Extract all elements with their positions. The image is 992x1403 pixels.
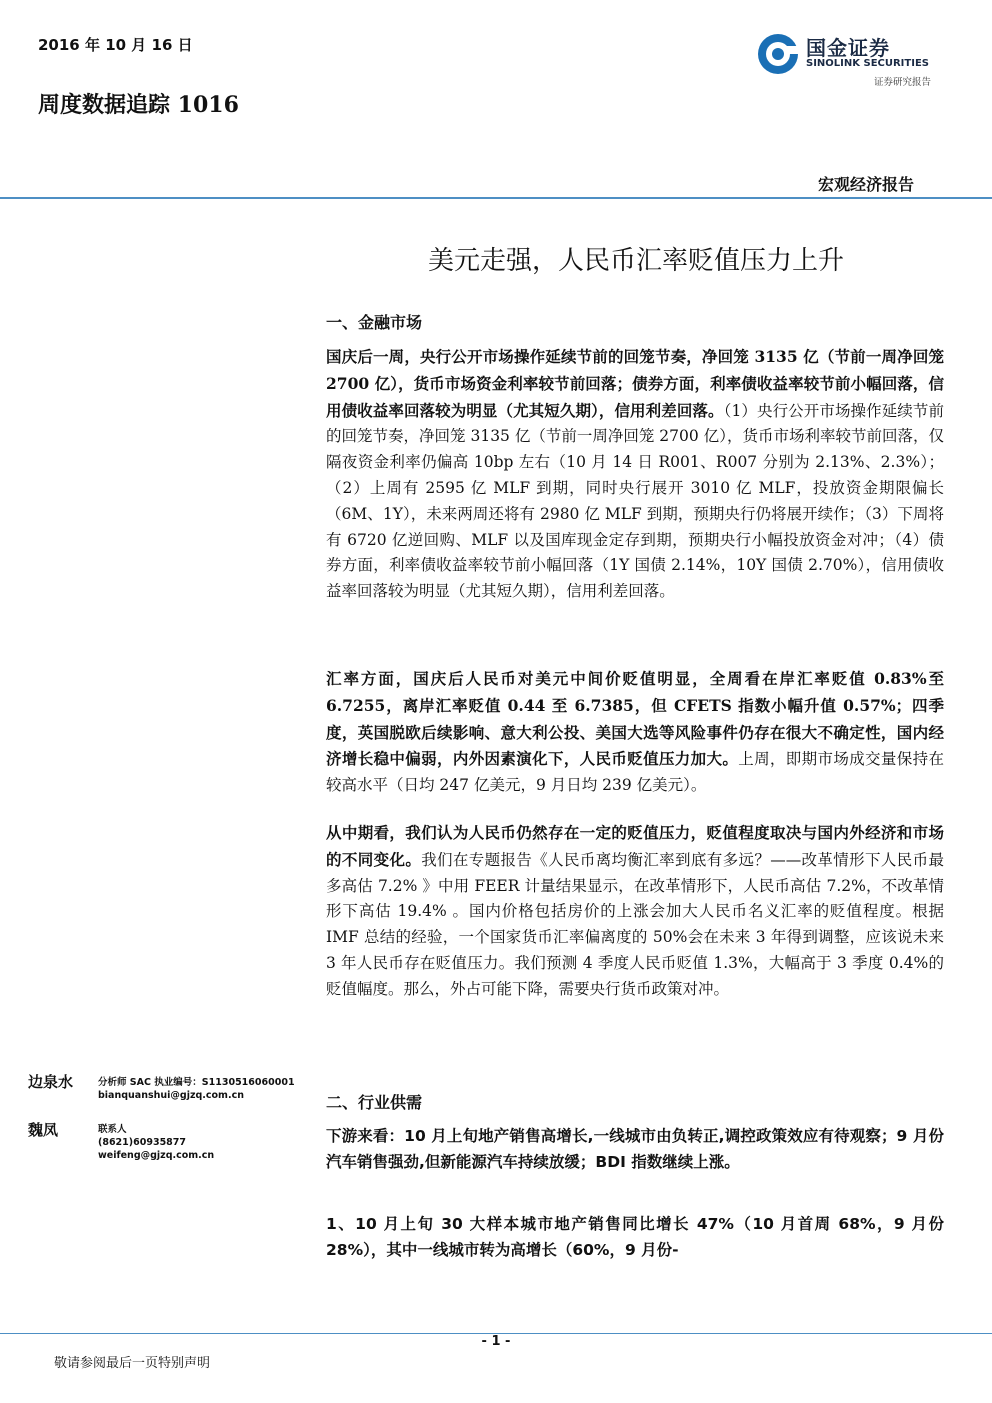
main-title: 美元走强，人民币汇率贬值压力上升	[427, 246, 844, 276]
contact-email: weifeng@gjzq.com.cn	[98, 1150, 215, 1161]
logo-name-en: SINOLINK SECURITIES	[806, 58, 929, 69]
contact-role: 联系人	[98, 1124, 127, 1135]
footer-disclaimer: 敬请参阅最后一页特别声明	[54, 1356, 211, 1371]
company-logo	[756, 30, 946, 92]
paragraph-body: 我们在专题报告《人民币离均衡汇率到底有多远？——改革情形下人民币最多高估 7.2% 》中用 FEER 计量结果显示，在改革情形下，人民币高估 7.2%，不改革情形下高估 19.4% 。国内价格包括房价的上涨会加大人民币名义汇率的贬值程度。根据 IMF 总结的经验，一个国家货币汇率偏离度的 50%会在未来 3 年得到调整，应该说未来 3 年人民币存在贬值压力。我们预测 4 季度人民币贬值 1.3%，大幅高于 3 季度 0.4%的贬值幅度。那么，外占可能下降，需要央行货币政策对冲。	[326, 850, 944, 998]
analyst-email: bianquanshui@gjzq.com.cn	[98, 1090, 244, 1101]
paragraph-exchange-rate	[326, 666, 944, 799]
contact-info	[98, 1123, 214, 1162]
analyst-name: 边泉水	[28, 1073, 74, 1091]
logo-mark-icon	[756, 32, 800, 76]
contact-phone: (8621)60935877	[98, 1137, 187, 1148]
paragraph-real-estate-sales: 1、10 月上旬 30 大样本城市地产销售同比增长 47%（10 月首周 68%，9 月份 28%），其中一线城市转为高增长（60%，9 月份-	[326, 1215, 944, 1259]
paragraph-body: （1）央行公开市场操作延续节前的回笼节奏，净回笼 3135 亿（节前一周净回笼 2700 亿），货币市场利率较节前回落，仅隔夜资金利率仍偏高 10bp 左右（10 月 14 日 R001、R007 分别为 2.13%、2.3%）；（2）上周有 2595 亿 MLF 到期，同时央行展开 3010 亿 MLF，投放资金期限偏长（6M、1Y），未来两周还将有 2980 亿 MLF 到期，预期央行仍将展开续作；（3）下周将有 6720 亿逆回购、MLF 以及国库现金定存到期，预期央行小幅投放资金对冲；（4）债券方面，利率债收益率较节前小幅回落（1Y 国债 2.14%，10Y 国债 2.70%），信用债收益率回落较为明显（尤其短久期），信用利差回落。	[326, 401, 944, 601]
header-divider	[0, 197, 992, 199]
paragraph-lead-bold: 国庆后一周，央行公开市场操作延续节前的回笼节奏，净回笼 3135 亿（节前一周净回笼 2700 亿），货币市场资金利率较节前回落；债券方面，利率债收益率较节前小幅回落，信用债收益率回落较为明显（尤其短久期），信用利差回落。	[326, 347, 944, 420]
page-number: - 1 -	[481, 1334, 511, 1349]
section-heading-financial-market: 一、金融市场	[326, 313, 423, 332]
paragraph-medium-term	[326, 820, 944, 1003]
contact-name: 魏凤	[28, 1121, 59, 1139]
analyst-contact	[98, 1076, 295, 1102]
paragraph-downstream-summary: 下游来看：10 月上旬地产销售高增长,一线城市由负转正,调控政策效应有待观察；9 月份汽车销售强劲,但新能源汽车持续放缓；BDI 指数继续上涨。	[326, 1127, 944, 1171]
report-date: 2016 年 10 月 16 日	[38, 36, 193, 54]
report-type: 宏观经济报告	[818, 175, 915, 194]
report-series-title: 周度数据追踪 1016	[38, 92, 239, 118]
paragraph-body: 上周，即期市场成交量保持在较高水平（日均 247 亿美元，9 月日均 239 亿美元）。	[326, 750, 944, 795]
paragraph-open-market	[326, 344, 944, 605]
analyst-license: 分析师 SAC 执业编号：S1130516060001	[98, 1077, 295, 1088]
paragraph-lead-bold: 从中期看，我们认为人民币仍然存在一定的贬值压力，贬值程度取决与国内外经济和市场的不同变化。	[326, 823, 944, 869]
section-heading-industry: 二、行业供需	[326, 1093, 423, 1112]
logo-subtitle: 证券研究报告	[874, 77, 932, 88]
logo-name-cn: 国金证券	[806, 36, 890, 60]
paragraph-lead-bold: 汇率方面，国庆后人民币对美元中间价贬值明显，全周看在岸汇率贬值 0.83%至 6.7255，离岸汇率贬值 0.44 至 6.7385，但 CFETS 指数小幅升值 0.57%；四季度，英国脱欧后续影响、意大利公投、美国大选等风险事件仍存在很大不确定性，国内经济增长稳中偏弱，内外因素演化下，人民币贬值压力加大。	[326, 669, 944, 769]
